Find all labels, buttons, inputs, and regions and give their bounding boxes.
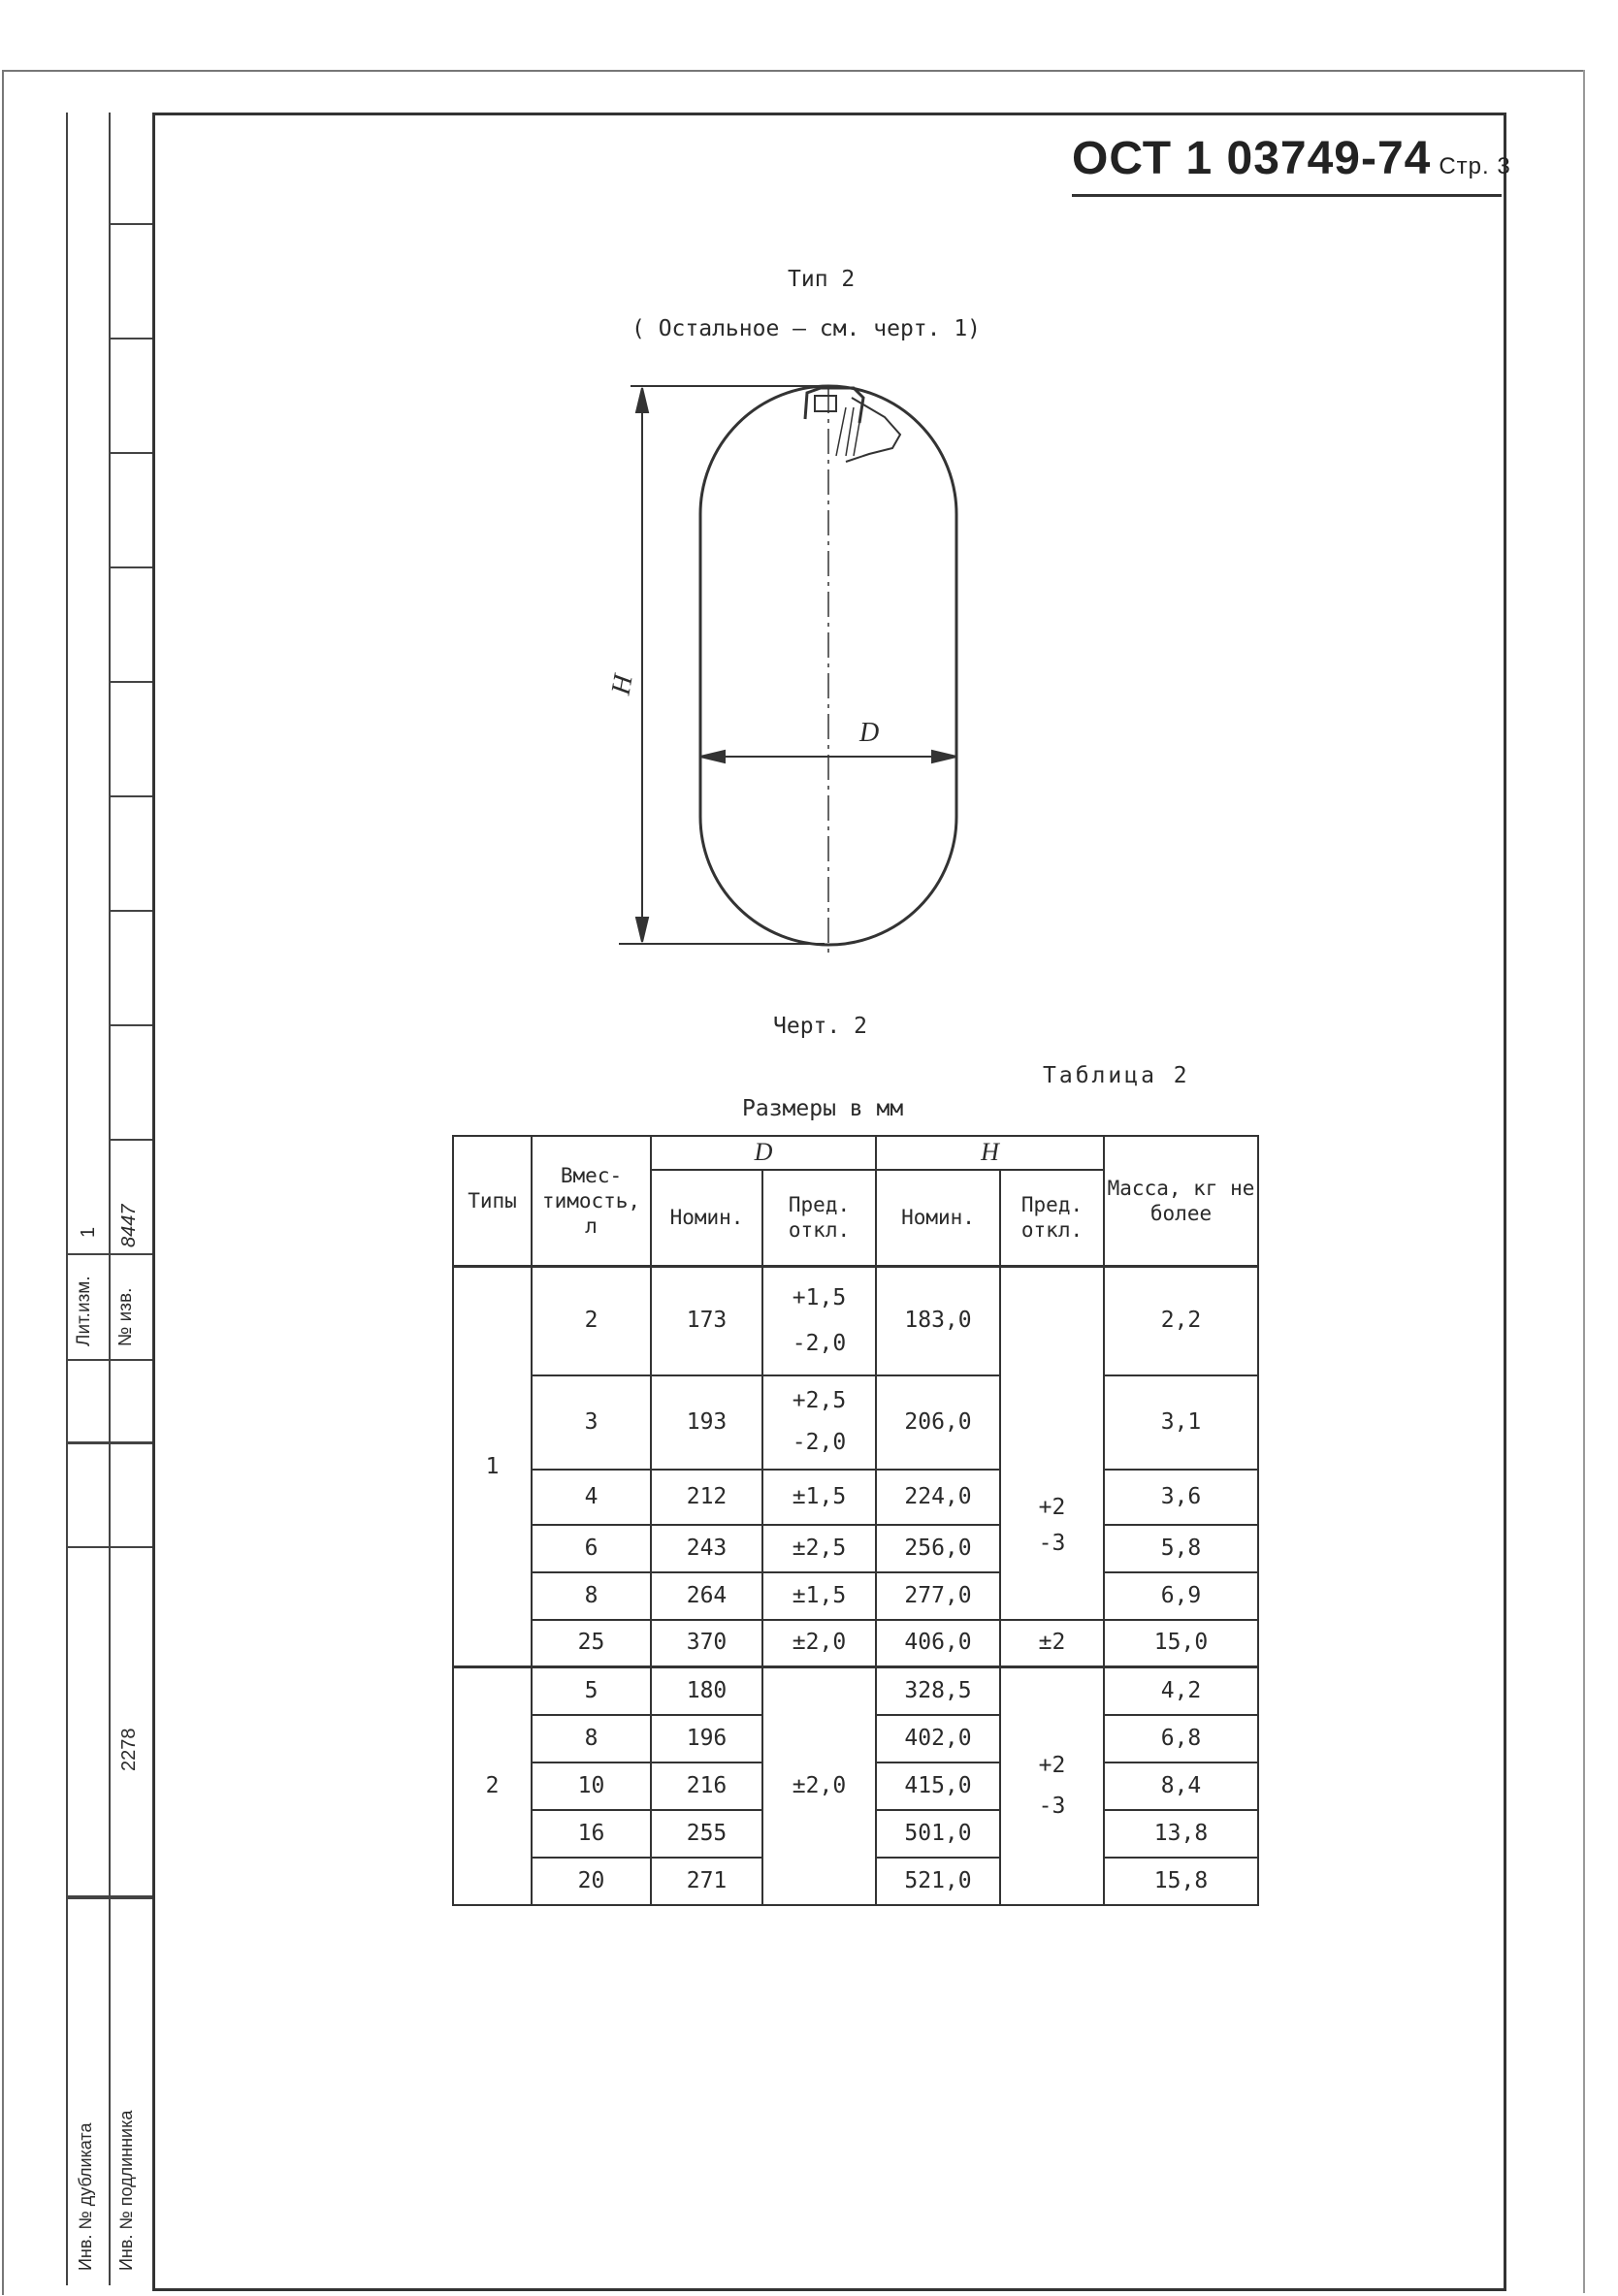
standard-code: ОСТ 1 03749-74 Стр. 3 bbox=[1072, 133, 1511, 184]
inv-original-label: Инв. № подлинника bbox=[116, 2110, 136, 2271]
header-types: Типы bbox=[453, 1136, 532, 1267]
table-row: 8 264 ±1,5 277,0 6,9 bbox=[453, 1572, 1258, 1620]
no-izv-label: № изв. bbox=[115, 1287, 136, 1346]
lit-izm-value: 1 bbox=[78, 1226, 99, 1238]
header-mass: Масса, кг не более bbox=[1104, 1136, 1258, 1267]
type-cell: 1 bbox=[453, 1267, 532, 1667]
header-h-tolerance: Пред. откл. bbox=[1000, 1170, 1104, 1267]
units-note: Размеры в мм bbox=[742, 1096, 904, 1121]
drawing-caption: Черт. 2 bbox=[773, 1014, 867, 1039]
table-row: 16 255 501,0 13,8 bbox=[453, 1810, 1258, 1858]
table-row: 3 193 +2,5 -2,0 206,0 3,1 bbox=[453, 1375, 1258, 1470]
header-h-group: H bbox=[876, 1136, 1104, 1170]
section-hatch bbox=[836, 407, 861, 456]
diameter-dimension-label: D bbox=[859, 718, 880, 748]
d-tolerance-merged: ±2,0 bbox=[762, 1667, 876, 1905]
inv-duplicate-label: Инв. № дубликата bbox=[76, 2122, 95, 2271]
lit-izm-label: Лит.изм. bbox=[74, 1276, 94, 1346]
table-row: 25 370 ±2,0 406,0 ±2 15,0 bbox=[453, 1620, 1258, 1667]
registration-stamp bbox=[66, 113, 152, 2285]
h-tolerance-merged: +2 -3 bbox=[1000, 1267, 1104, 1620]
table-row: 6 243 ±2,5 256,0 5,8 bbox=[453, 1525, 1258, 1572]
header-d-group: D bbox=[651, 1136, 876, 1170]
stamp-column-line bbox=[109, 113, 111, 2285]
page-number: Стр. 3 bbox=[1439, 153, 1511, 179]
dimensions-table bbox=[452, 1135, 1259, 1906]
inv-original-value: 2278 bbox=[118, 1728, 140, 1771]
header-capacity: Вмес- тимость, л bbox=[532, 1136, 651, 1267]
vessel-drawing bbox=[582, 369, 989, 970]
table-row: 20 271 521,0 15,8 bbox=[453, 1858, 1258, 1905]
header-underline bbox=[1072, 194, 1502, 197]
table-title: Таблица 2 bbox=[1043, 1063, 1190, 1088]
see-drawing-note: ( Остальное – см. черт. 1) bbox=[631, 316, 982, 341]
table-row: 10 216 415,0 8,4 bbox=[453, 1762, 1258, 1810]
no-izv-value: 8447 bbox=[118, 1204, 140, 1247]
height-dimension-label: H bbox=[605, 672, 639, 697]
stamp-column-line bbox=[66, 113, 68, 2285]
header-d-nominal: Номин. bbox=[651, 1170, 762, 1267]
type-cell: 2 bbox=[453, 1667, 532, 1905]
table-row: 2 5 180 ±2,0 328,5 +2 -3 4,2 bbox=[453, 1667, 1258, 1715]
right-edge-line bbox=[1583, 70, 1585, 2293]
table-row: 1 2 173 +1,5 -2,0 183,0 +2 -3 2,2 bbox=[453, 1267, 1258, 1375]
type-label: Тип 2 bbox=[788, 267, 856, 292]
header-h-nominal: Номин. bbox=[876, 1170, 1000, 1267]
table-row: 4 212 ±1,5 224,0 3,6 bbox=[453, 1470, 1258, 1525]
table-header-row bbox=[453, 1136, 1258, 1170]
fitting-thread bbox=[815, 396, 836, 411]
table-row: 8 196 402,0 6,8 bbox=[453, 1715, 1258, 1762]
h-tolerance-merged: +2 -3 bbox=[1000, 1667, 1104, 1905]
header-d-tolerance: Пред. откл. bbox=[762, 1170, 876, 1267]
